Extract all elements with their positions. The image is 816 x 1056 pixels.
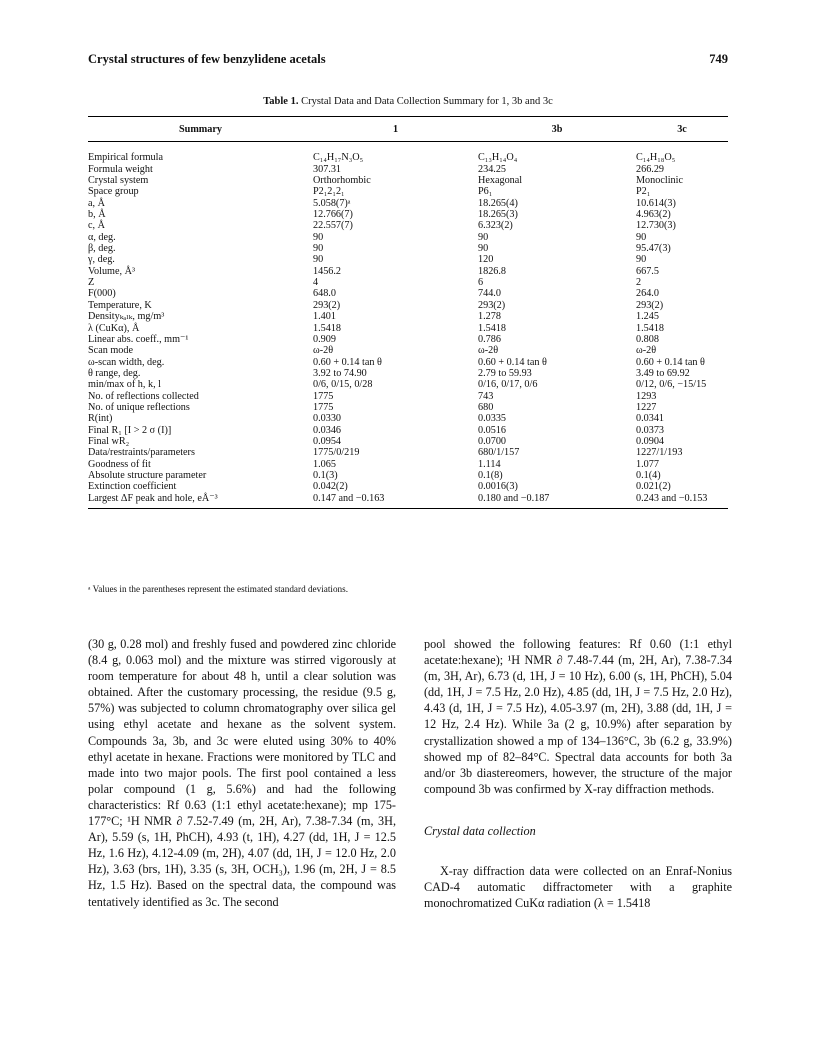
row-label: R(int) xyxy=(88,413,113,425)
row-value: 0.0346 xyxy=(313,424,342,436)
row-value: C₁₃H₁₄O₄ xyxy=(478,152,518,164)
row-value: 1775 xyxy=(313,390,334,402)
page-number: 749 xyxy=(709,52,728,66)
row-label: c, Å xyxy=(88,220,105,232)
table-row xyxy=(88,311,728,322)
row-value: 1.077 xyxy=(636,458,659,470)
row-value: 0.147 and −0.163 xyxy=(313,493,478,509)
row-label: Data/restraints/parameters xyxy=(88,447,195,459)
row-value: 6.323(2) xyxy=(478,220,513,232)
row-value: 266.29 xyxy=(636,163,665,175)
row-value: 3.92 to 74.90 xyxy=(313,367,367,379)
table-row xyxy=(88,391,728,402)
table-row xyxy=(88,481,728,492)
row-value: 0.021(2) xyxy=(636,481,671,493)
row-value: 0/12, 0/6, −15/15 xyxy=(636,379,707,391)
row-value: 307.31 xyxy=(313,163,342,175)
row-value: 0.0516 xyxy=(478,424,507,436)
left-column xyxy=(88,636,396,910)
running-head-title: Crystal structures of few benzylidene acetals xyxy=(88,52,326,66)
row-value: 0.0904 xyxy=(636,435,665,447)
right-column xyxy=(424,636,732,911)
row-value: 0.0016(3) xyxy=(478,481,518,493)
table-row xyxy=(88,243,728,254)
table-body xyxy=(88,142,728,509)
table-row xyxy=(88,413,728,424)
row-label: No. of reflections collected xyxy=(88,390,199,402)
table-row xyxy=(88,300,728,311)
row-label: Final R₁ [I > 2 σ (I)] xyxy=(88,424,172,436)
row-value: 0.0373 xyxy=(636,424,665,436)
row-label: λ (CuKα), Å xyxy=(88,322,140,334)
row-value: 667.5 xyxy=(636,265,659,277)
section-heading: Crystal data collection xyxy=(424,823,536,838)
row-label: b, Å xyxy=(88,209,106,221)
row-value: 1.278 xyxy=(478,311,501,323)
table-header-row xyxy=(88,117,728,142)
row-value: 0.60 + 0.14 tan θ xyxy=(478,356,547,368)
table-row xyxy=(88,436,728,447)
table-row xyxy=(88,493,728,509)
table-row xyxy=(88,357,728,368)
table-row xyxy=(88,209,728,220)
row-value: 0.60 + 0.14 tan θ xyxy=(313,356,382,368)
running-head xyxy=(88,52,728,67)
row-value: 680 xyxy=(478,401,494,413)
row-value: 1293 xyxy=(636,390,657,402)
row-value: 0/6, 0/15, 0/28 xyxy=(313,379,373,391)
row-label: Crystal system xyxy=(88,175,149,187)
row-value: 0.0335 xyxy=(478,413,507,425)
row-value: 0.243 and −0.153 xyxy=(636,493,728,509)
right-column-paragraph-2: X-ray diffraction data were collected on an Enraf-Nonius CAD-4 automatic diffractometer with a graphite monochromatized CuKα radiation (λ = 1.5418 xyxy=(424,864,732,911)
row-value: 90 xyxy=(313,254,324,266)
row-value: 1227 xyxy=(636,401,657,413)
row-value: 0.042(2) xyxy=(313,481,348,493)
row-value: 90 xyxy=(636,231,647,243)
row-value: 0.909 xyxy=(313,333,336,345)
row-label: Empirical formula xyxy=(88,152,163,164)
row-value: 0.0330 xyxy=(313,413,342,425)
table-row xyxy=(88,334,728,345)
row-value: 6 xyxy=(478,277,484,289)
table-row xyxy=(88,186,728,197)
row-label: β, deg. xyxy=(88,243,116,255)
row-value: 2 xyxy=(636,277,642,289)
row-value: 0.1(3) xyxy=(313,469,338,481)
row-value: 1826.8 xyxy=(478,265,507,277)
row-label: Linear abs. coeff., mm⁻¹ xyxy=(88,333,189,345)
row-value: ω-2θ xyxy=(313,345,334,357)
row-value: Orthorhombic xyxy=(313,175,371,187)
row-label: Volume, Å³ xyxy=(88,265,136,277)
row-label: Z xyxy=(88,277,95,289)
row-label: min/max of h, k, l xyxy=(88,379,162,391)
left-column-paragraph: (30 g, 0.28 mol) and freshly fused and powdered zinc chloride (8.4 g, 0.063 mol) and the mixture was stirred vigorously at room temperature for about 48 h, until a clear solution was obtained. After the customary processing, the residue (9.5 g, 57%) was subjected to column chromatography over silica gel using ethyl acetate and hexane as the solvent system. Compounds 3a, 3b, and 3c were eluted using 30% to 40% ethyl acetate in hexane. Fractions were monitored by TLC and made into two major pools. The first pool contained a less polar compound (1 g, 5.6%) and had the following characteristics: Rf 0.63 (1:1 ethyl acetate:hexane); mp 175-177°C; ¹H NMR ∂ 7.52-7.49 (m, 2H, Ar), 7.38-7.34 (m, 3H, Ar), 5.59 (s, 1H, PhCH), 4.93 (t, 1H), 4.27 (dd, 1H, J = 12.5 Hz, 1.6 Hz), 4.12-4.09 (m, 2H), 4.07 (dd, 1H, J = 12.0 Hz, 2.0 Hz), 3.63 (brs, 1H), 3.35 (s, 3H, OCH₃), 1.96 (m, 2H, J = 8.5 Hz, 1.5 Hz). Based on the spectral data, the compound was tentatively identified as 3c. The second xyxy=(88,637,396,909)
row-label: Densityₖₐₗₖ, mg/m³ xyxy=(88,311,165,323)
row-value: 1.5418 xyxy=(478,322,507,334)
row-label: Goodness of fit xyxy=(88,458,151,470)
row-value: 743 xyxy=(478,390,494,402)
row-value: 0.786 xyxy=(478,333,501,345)
row-value: P2₁2₁2₁ xyxy=(313,186,345,198)
row-value: 293(2) xyxy=(313,299,341,311)
row-value: C₁₄H₁₈O₅ xyxy=(636,152,676,164)
table-row xyxy=(88,345,728,356)
header-compound-3c: 3c xyxy=(636,117,728,142)
table-row xyxy=(88,288,728,299)
row-value: Monoclinic xyxy=(636,175,683,187)
row-value: 90 xyxy=(636,254,647,266)
row-label: γ, deg. xyxy=(88,254,115,266)
row-value: 5.058(7)ᵃ xyxy=(313,197,351,209)
row-value: 264.0 xyxy=(636,288,659,300)
row-label: No. of unique reflections xyxy=(88,401,190,413)
row-value: 0.808 xyxy=(636,333,659,345)
header-summary: Summary xyxy=(88,117,313,142)
row-value: 90 xyxy=(478,231,489,243)
table-row xyxy=(88,266,728,277)
row-value: 3.49 to 69.92 xyxy=(636,367,690,379)
row-value: 1.065 xyxy=(313,458,336,470)
row-value: ω-2θ xyxy=(636,345,657,357)
row-value: 18.265(4) xyxy=(478,197,518,209)
table-row xyxy=(88,232,728,243)
row-label: Formula weight xyxy=(88,163,153,175)
row-label: Extinction coefficient xyxy=(88,481,177,493)
row-label: θ range, deg. xyxy=(88,367,141,379)
row-value: C₁₄H₁₇N₃O₅ xyxy=(313,152,364,164)
row-value: 744.0 xyxy=(478,288,501,300)
table-caption xyxy=(0,96,816,107)
row-value: 1775 xyxy=(313,401,334,413)
header-compound-1: 1 xyxy=(313,117,478,142)
row-value: 293(2) xyxy=(478,299,506,311)
row-value: 120 xyxy=(478,254,494,266)
row-value: 4 xyxy=(313,277,319,289)
row-value: P2₁ xyxy=(636,186,651,198)
row-label: Final wR₂ xyxy=(88,435,130,447)
crystal-data-table xyxy=(88,116,728,509)
row-label: Temperature, K xyxy=(88,299,152,311)
row-value: 1456.2 xyxy=(313,265,342,277)
row-value: 4.963(2) xyxy=(636,209,671,221)
row-value: 680/1/157 xyxy=(478,447,520,459)
row-label: ω-scan width, deg. xyxy=(88,356,165,368)
table-row xyxy=(88,323,728,334)
row-label: F(000) xyxy=(88,288,116,300)
table-row xyxy=(88,470,728,481)
row-value: 0.0954 xyxy=(313,435,342,447)
row-value: 90 xyxy=(313,243,324,255)
row-value: 0.180 and −0.187 xyxy=(478,493,636,509)
row-value: 0.1(4) xyxy=(636,469,661,481)
row-value: 12.766(7) xyxy=(313,209,353,221)
row-label: Scan mode xyxy=(88,345,133,357)
table-caption-text: Crystal Data and Data Collection Summary for 1, 3b and 3c xyxy=(298,96,553,107)
table-row xyxy=(88,425,728,436)
table-row xyxy=(88,164,728,175)
row-value: 22.557(7) xyxy=(313,220,353,232)
row-value: 1.245 xyxy=(636,311,659,323)
row-value: 95.47(3) xyxy=(636,243,671,255)
row-label: Largest ΔF peak and hole, eÅ⁻³ xyxy=(88,493,313,509)
row-value: 18.265(3) xyxy=(478,209,518,221)
row-value: 293(2) xyxy=(636,299,664,311)
table-caption-label: Table 1. xyxy=(263,96,299,107)
table-row xyxy=(88,447,728,458)
row-value: 0.60 + 0.14 tan θ xyxy=(636,356,705,368)
row-value: 1227/1/193 xyxy=(636,447,683,459)
table-row xyxy=(88,254,728,265)
header-compound-3b: 3b xyxy=(478,117,636,142)
row-value: P6₁ xyxy=(478,186,493,198)
table-row xyxy=(88,402,728,413)
row-value: 90 xyxy=(478,243,489,255)
row-value: 1775/0/219 xyxy=(313,447,360,459)
row-value: 2.79 to 59.93 xyxy=(478,367,532,379)
row-value: 0.1(8) xyxy=(478,469,503,481)
row-value: 1.5418 xyxy=(636,322,665,334)
table-row xyxy=(88,368,728,379)
right-column-paragraph-1: pool showed the following features: Rf 0.60 (1:1 ethyl acetate:hexane); ¹H NMR ∂ 7.48-7.44 (m, 2H, Ar), 7.38-7.34 (m, 3H, Ar), 6.73 (d, 1H, J = 10 Hz), 6.00 (s, 1H, PhCH), 5.04 (dd, 1H, J = 7.5 Hz, 2.0 Hz), 4.85 (dd, 1H, J = 7.5 Hz, 2.0 Hz), 4.43 (d, 1H, J = 7.5 Hz), 4.05-3.97 (m, 2H), 3.88 (dd, 1H, J = 12 Hz, 2.4 Hz). While 3a (2 g, 10.9%) after separation by crystallization showed a mp of 134–136°C, 3b (6.2 g, 33.9%) showed mp of 82–84°C. Spectral data accounts for both 3a and/or 3b diastereomers, however, the structure of the major compound 3b was confirmed by X-ray diffraction methods. xyxy=(424,637,732,796)
row-value: 12.730(3) xyxy=(636,220,676,232)
row-value: 648.0 xyxy=(313,288,336,300)
row-label: Absolute structure parameter xyxy=(88,469,207,481)
table-row xyxy=(88,175,728,186)
table-footnote: ᵃ Values in the parentheses represent the estimated standard deviations. xyxy=(88,584,349,594)
row-value: 0/16, 0/17, 0/6 xyxy=(478,379,538,391)
table-row xyxy=(88,220,728,231)
row-value: 234.25 xyxy=(478,163,507,175)
table-row xyxy=(88,198,728,209)
row-value: 10.614(3) xyxy=(636,197,676,209)
row-value: 1.5418 xyxy=(313,322,342,334)
row-value: 0.0341 xyxy=(636,413,665,425)
row-value: 90 xyxy=(313,231,324,243)
row-label: a, Å xyxy=(88,197,105,209)
table-row xyxy=(88,379,728,390)
row-value: ω-2θ xyxy=(478,345,499,357)
table-row xyxy=(88,142,728,164)
row-label: Space group xyxy=(88,186,139,198)
table-row xyxy=(88,277,728,288)
row-value: 1.401 xyxy=(313,311,336,323)
row-value: Hexagonal xyxy=(478,175,523,187)
row-value: 0.0700 xyxy=(478,435,507,447)
row-label: α, deg. xyxy=(88,231,116,243)
table-row xyxy=(88,459,728,470)
row-value: 1.114 xyxy=(478,458,501,470)
